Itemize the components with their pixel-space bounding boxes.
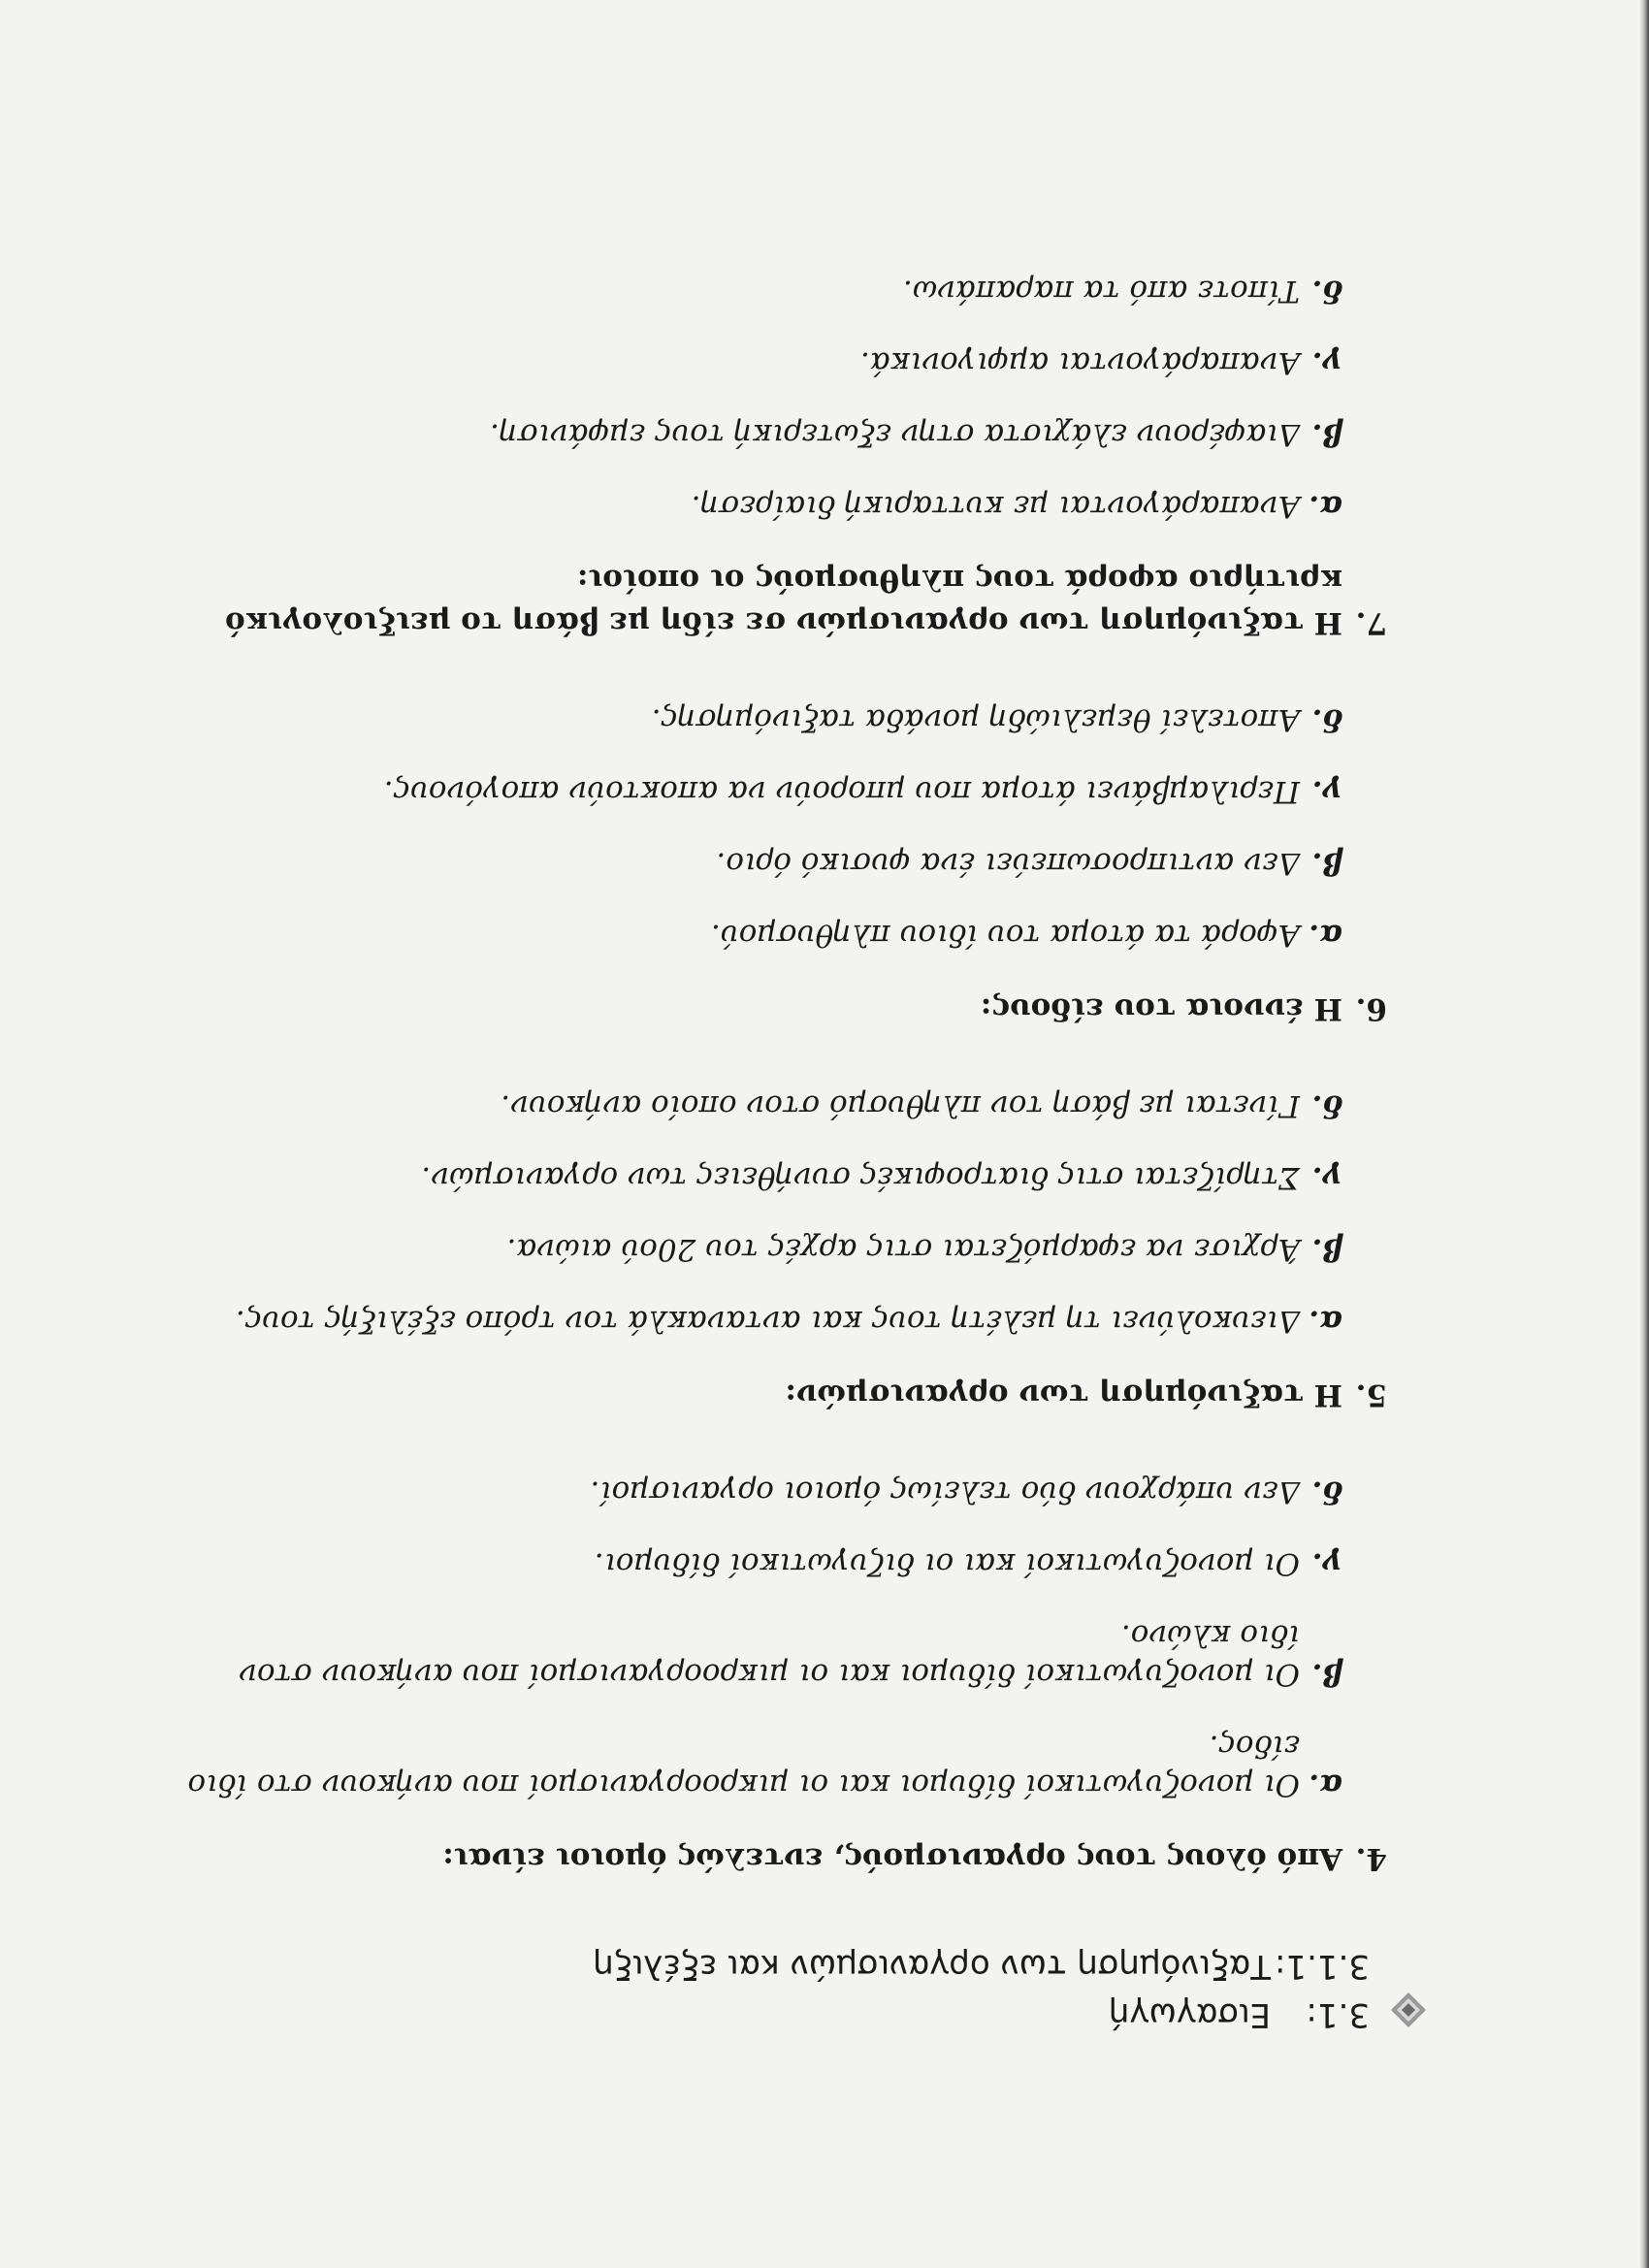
option-letter: β. xyxy=(1311,1232,1342,1267)
question-text: Η ταξινόμηση των οργανισμών: xyxy=(785,1377,1342,1412)
option-text: Οι μονοζυγωτικοί δίδυμοι και οι μικροοργανισμοί που ανήκουν στο ίδιο είδος. xyxy=(187,1729,1300,1802)
option-c xyxy=(175,343,1387,382)
option-c xyxy=(175,1158,1387,1197)
option-text: Αναπαράγονται αμφιγονικά. xyxy=(859,345,1300,380)
option-letter: δ. xyxy=(1311,1474,1342,1509)
option-letter: γ. xyxy=(1311,1546,1342,1581)
questions-list xyxy=(175,215,1387,1880)
scan-edge-shadow xyxy=(1639,0,1649,2268)
option-d xyxy=(175,1086,1387,1125)
option-d xyxy=(175,272,1387,310)
question-4 xyxy=(175,1473,1387,1880)
option-d xyxy=(175,700,1387,739)
diamond-bullet-icon xyxy=(1389,1991,1428,2029)
option-c xyxy=(175,772,1387,811)
section-number: 3.1: xyxy=(1306,1995,1370,2034)
question-stem xyxy=(175,1374,1387,1416)
option-b xyxy=(175,844,1387,883)
option-a xyxy=(175,1302,1387,1341)
option-letter: β. xyxy=(1311,1657,1342,1692)
question-6 xyxy=(175,700,1387,1030)
section-header-line xyxy=(593,1991,1370,2039)
option-text: Τίποτε από τα παραπάνω. xyxy=(902,274,1300,308)
question-number: 4. xyxy=(1355,1841,1387,1876)
option-c xyxy=(175,1544,1387,1583)
question-stem xyxy=(175,1837,1387,1880)
question-text: Από όλους τους οργανισμούς, εντελώς όμοιοι είναι: xyxy=(442,1841,1342,1876)
option-text: Αφορά τα άτομα του ίδιου πληθυσμού. xyxy=(710,918,1300,953)
option-text: Άρχισε να εφαρμόζεται στις αρχές του 20ού αιώνα. xyxy=(506,1232,1300,1267)
option-text: Περιλαμβάνει άτομα που μπορούν να αποκτούν απογόνους. xyxy=(383,774,1300,809)
option-letter: α. xyxy=(1309,918,1342,953)
option-letter: γ. xyxy=(1311,345,1342,380)
option-letter: α. xyxy=(1309,489,1342,524)
subsection-header-line xyxy=(593,1942,1370,1991)
option-a xyxy=(175,487,1387,526)
option-text: Οι μονοζυγωτικοί δίδυμοι και οι μικροοργανισμοί που ανήκουν στον ίδιο κλώνο. xyxy=(239,1618,1300,1692)
option-text: Διευκολύνει τη μελέτη τους και αντανακλά τον τρόπο εξέλιξής τους. xyxy=(235,1304,1300,1339)
option-letter: α. xyxy=(1309,1304,1342,1339)
option-text: Δεν αντιπροσωπεύει ένα φυσικό όριο. xyxy=(716,846,1300,881)
option-letter: α. xyxy=(1309,1767,1342,1802)
option-b xyxy=(175,1616,1387,1694)
section-title: Εισαγωγή xyxy=(1108,1995,1271,2034)
option-d xyxy=(175,1473,1387,1511)
option-letter: δ. xyxy=(1311,274,1342,308)
option-text: Γίνεται με βάση τον πληθυσμό στον οποίο ανήκουν. xyxy=(501,1088,1300,1123)
option-b xyxy=(175,415,1387,454)
option-text: Δεν υπάρχουν δύο τελείως όμοιοι οργανισμοί. xyxy=(590,1474,1300,1509)
option-letter: δ. xyxy=(1311,1088,1342,1123)
option-letter: δ. xyxy=(1311,702,1342,737)
option-letter: γ. xyxy=(1311,1160,1342,1195)
option-text: Στηρίζεται στις διατροφικές συνήθειες των οργανισμών. xyxy=(421,1160,1300,1195)
question-text: Η ταξινόμηση των οργανισμών σε είδη με βάση το μειξιολογικό κριτήριο αφορά τους πληθυσμούς οι οποίοι: xyxy=(225,563,1342,640)
option-a xyxy=(175,916,1387,955)
subsection-title: Ταξινόμηση των οργανισμών και εξέλιξη xyxy=(593,1947,1271,1986)
question-number: 6. xyxy=(1355,991,1387,1026)
option-text: Διαφέρουν ελάχιστα στην εξωτερική τους εμφάνιση. xyxy=(490,417,1300,452)
question-5 xyxy=(175,1086,1387,1416)
option-text: Αποτελεί θεμελιώδη μονάδα ταξινόμησης. xyxy=(651,702,1300,737)
option-b xyxy=(175,1230,1387,1269)
option-letter: β. xyxy=(1311,846,1342,881)
option-text: Αναπαράγονται με κυτταρική διαίρεση. xyxy=(691,489,1300,524)
question-number: 5. xyxy=(1355,1377,1387,1412)
subsection-number: 3.1.1: xyxy=(1275,1947,1370,1986)
option-letter: β. xyxy=(1311,417,1342,452)
section-header xyxy=(593,1942,1370,2039)
question-number: 7. xyxy=(1355,605,1387,640)
question-7 xyxy=(175,272,1387,644)
option-letter: γ. xyxy=(1311,774,1342,809)
option-a xyxy=(175,1727,1387,1804)
question-text: Η έννοια του είδους: xyxy=(980,991,1342,1026)
question-stem xyxy=(175,988,1387,1030)
option-text: Οι μονοζυγωτικοί και οι διζυγωτικοί δίδυμοι. xyxy=(594,1546,1300,1581)
question-stem xyxy=(175,559,1387,644)
